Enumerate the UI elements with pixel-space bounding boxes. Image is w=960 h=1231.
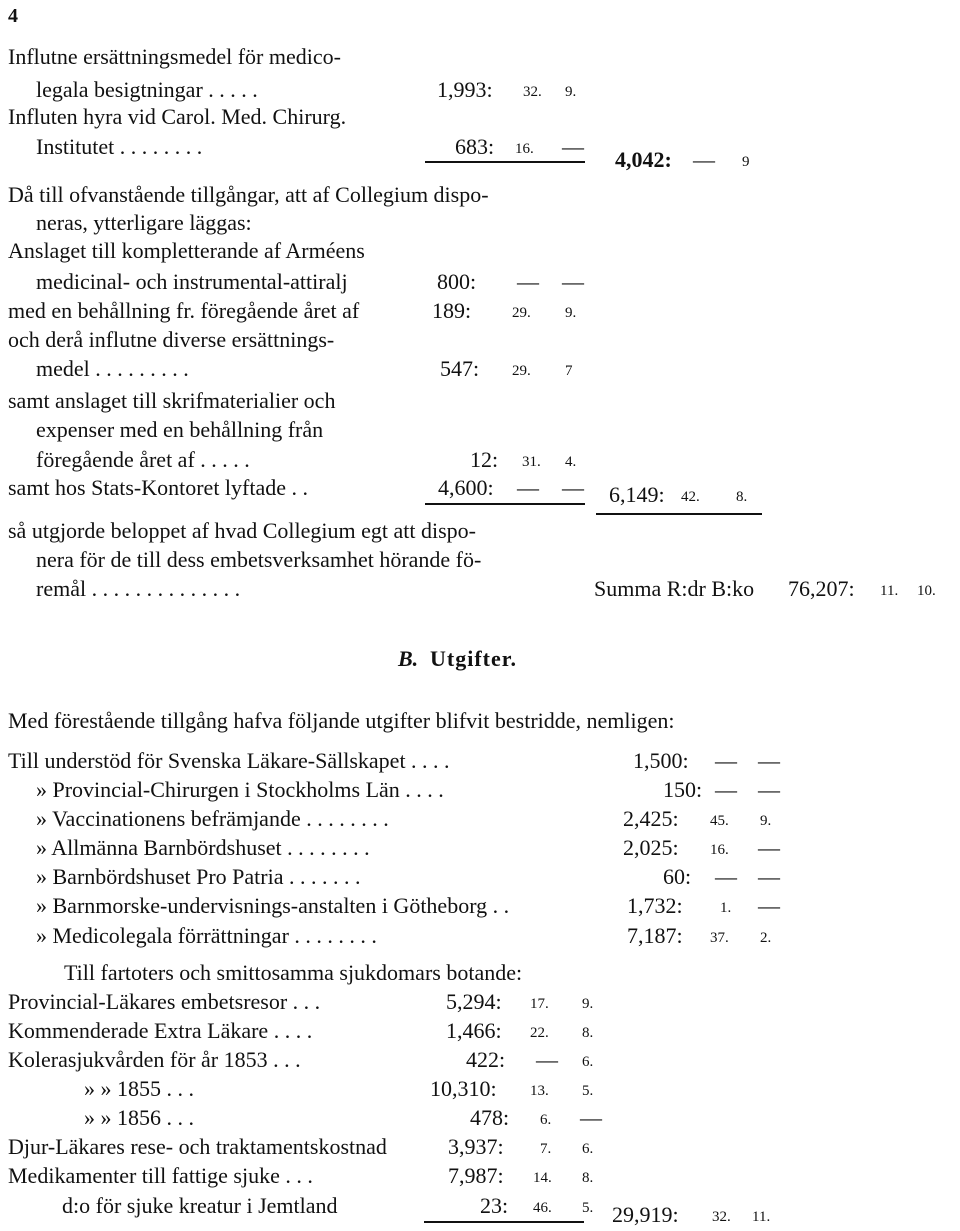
collegium-subtotal-frac: 8.: [736, 489, 748, 505]
grant-line1: Anslaget till kompletterande af Arméens: [8, 238, 365, 263]
receipt-subtotal-ore: —: [693, 147, 715, 172]
sub-expense-amount: 10,310:: [430, 1076, 497, 1101]
sub-expense-ore: 14.: [533, 1170, 552, 1186]
stats-line: samt hos Stats-Kontoret lyftade . .: [8, 475, 309, 500]
summary-line2: nera för de till dess embetsverksamhet hörande fö-: [36, 547, 482, 572]
sub-expense-ore: 7.: [540, 1141, 552, 1157]
stats-ore: —: [517, 475, 539, 500]
balance-line: med en behållning fr. föregående året af: [8, 298, 360, 323]
expense-row-ore: 45.: [710, 813, 729, 829]
receipt-subtotal-frac: 9: [742, 154, 750, 170]
sub-expense-ore: 17.: [530, 996, 549, 1012]
sub-expense-frac: 9.: [582, 996, 594, 1012]
sub-expense-amount: 478:: [470, 1105, 510, 1130]
summa-label: Summa R:dr B:ko: [594, 576, 755, 601]
balance-amount: 189:: [432, 298, 472, 323]
receipt-item2-line2: Institutet . . . . . . . .: [36, 134, 203, 159]
page-number: 4: [8, 5, 18, 27]
balance-frac: 9.: [565, 305, 577, 321]
expense-row-label: » Vaccinationens befrämjande . . . . . . . .: [36, 806, 389, 831]
sub-expense-amount: 7,987:: [448, 1163, 504, 1188]
sub-expense-amount: 422:: [466, 1047, 506, 1072]
expenses-sub-heading: Till fartoters och smittosamma sjukdomars botande:: [64, 960, 523, 985]
collegium-intro-line2: neras, ytterligare läggas:: [36, 210, 252, 235]
sub-expense-frac: 8.: [582, 1025, 594, 1041]
expense-row-ore: —: [715, 748, 737, 773]
receipt-underline: [425, 161, 585, 163]
sub-expense-label: Provincial-Läkares embetsresor . . .: [8, 989, 321, 1014]
expense-row-label: » Medicolegala förrättningar . . . . . . . .: [36, 923, 377, 948]
receipt-item1-line2: legala besigtningar . . . . .: [36, 77, 258, 102]
sub-expense-label: Kommenderade Extra Läkare . . . .: [8, 1018, 313, 1043]
expense-row-amount: 1,500:: [633, 748, 689, 773]
receipt-item1-amount: 1,993:: [437, 77, 493, 102]
sub-expense-frac: —: [580, 1105, 602, 1130]
expense-row-frac: —: [758, 748, 780, 773]
sub-expense-label: Kolerasjukvården för år 1853 . . .: [8, 1047, 301, 1072]
sub-expense-frac: 8.: [582, 1170, 594, 1186]
collegium-underline: [425, 503, 585, 505]
expense-row-label: » Provincial-Chirurgen i Stockholms Län . . . .: [36, 777, 444, 802]
receipt-item2-line1: Influten hyra vid Carol. Med. Chirurg.: [8, 104, 347, 129]
collegium-subtotal-ore: 42.: [681, 489, 700, 505]
misc-line2: medel . . . . . . . . .: [36, 356, 189, 381]
sub-expense-label: Djur-Läkares rese- och traktamentskostnad: [8, 1134, 387, 1159]
summa-amount: 76,207:: [788, 576, 855, 601]
expense-row-amount: 150:: [663, 777, 703, 802]
sub-expense-ore: —: [536, 1047, 558, 1072]
receipt-item2-frac: —: [562, 134, 584, 159]
sub-expense-ore: 46.: [533, 1200, 552, 1216]
sub-expense-ore: 13.: [530, 1083, 549, 1099]
sub-expenses-total-ore: 32.: [712, 1209, 731, 1225]
sub-expense-frac: 5.: [582, 1083, 594, 1099]
sub-expenses-total-frac: 11.: [752, 1209, 771, 1225]
misc-ore: 29.: [512, 363, 531, 379]
receipt-item1-line1: Influtne ersättningsmedel för medico-: [8, 44, 341, 69]
misc-frac: 7: [565, 363, 573, 379]
collegium-subtotal-amount: 6,149:: [609, 482, 665, 507]
balance-ore: 29.: [512, 305, 531, 321]
expense-row-label: » Barnmorske-undervisnings-anstalten i Götheborg . .: [36, 893, 510, 918]
expense-row-label: Till understöd för Svenska Läkare-Sällskapet . . . .: [8, 748, 450, 773]
sub-expense-amount: 1,466:: [446, 1018, 502, 1043]
sub-expense-label: » » 1855 . . .: [84, 1076, 194, 1101]
summary-line3: remål . . . . . . . . . . . . . .: [36, 576, 241, 601]
writing-frac: 4.: [565, 454, 577, 470]
sub-expenses-underline: [424, 1221, 584, 1223]
receipt-item1-ore: 32.: [523, 84, 542, 100]
expense-row-ore: 1.: [720, 900, 732, 916]
misc-amount: 547:: [440, 356, 480, 381]
summary-line1: så utgjorde beloppet af hvad Collegium egt att dispo-: [8, 518, 477, 543]
sub-expense-ore: 6.: [540, 1112, 552, 1128]
receipt-item2-ore: 16.: [515, 141, 534, 157]
sub-expense-amount: 5,294:: [446, 989, 502, 1014]
grant-ore: —: [517, 269, 539, 294]
writing-ore: 31.: [522, 454, 541, 470]
sub-expense-amount: 3,937:: [448, 1134, 504, 1159]
expense-row-amount: 7,187:: [627, 923, 683, 948]
expense-row-ore: —: [715, 864, 737, 889]
summa-frac: 10.: [917, 583, 936, 599]
sub-expense-frac: 6.: [582, 1054, 594, 1070]
collegium-subtotal-underline: [596, 513, 762, 515]
sub-expenses-total-amount: 29,919:: [612, 1202, 679, 1227]
sub-expense-frac: 5.: [582, 1200, 594, 1216]
grant-amount: 800:: [437, 269, 477, 294]
stats-frac: —: [562, 475, 584, 500]
stats-amount: 4,600:: [438, 475, 494, 500]
expense-row-ore: 37.: [710, 930, 729, 946]
writing-amount: 12:: [470, 447, 499, 472]
expense-row-ore: —: [715, 777, 737, 802]
expenses-intro: Med förestående tillgång hafva följande utgifter blifvit bestridde, nemligen:: [8, 708, 675, 733]
sub-expense-ore: 22.: [530, 1025, 549, 1041]
grant-frac: —: [562, 269, 584, 294]
grant-line2: medicinal- och instrumental-attiralj: [36, 269, 348, 294]
summa-ore: 11.: [880, 583, 899, 599]
misc-line1: och derå influtne diverse ersättnings-: [8, 327, 335, 352]
sub-expense-label: Medikamenter till fattige sjuke . . .: [8, 1163, 313, 1188]
receipt-item2-amount: 683:: [455, 134, 495, 159]
expense-row-frac: —: [758, 864, 780, 889]
receipt-item1-frac: 9.: [565, 84, 577, 100]
writing-line2: expenser med en behållning från: [36, 417, 324, 442]
expense-row-label: » Barnbördshuset Pro Patria . . . . . . .: [36, 864, 361, 889]
expense-row-frac: 9.: [760, 813, 772, 829]
expense-row-amount: 2,425:: [623, 806, 679, 831]
sub-expense-label: » » 1856 . . .: [84, 1105, 194, 1130]
expenses-heading: Utgifter.: [430, 646, 517, 671]
expense-row-ore: 16.: [710, 842, 729, 858]
writing-line1: samt anslaget till skrifmaterialier och: [8, 388, 336, 413]
expense-row-frac: —: [758, 777, 780, 802]
sub-expense-amount: 23:: [480, 1193, 509, 1218]
writing-line3: föregående året af . . . . .: [36, 447, 250, 472]
expense-row-amount: 2,025:: [623, 835, 679, 860]
collegium-intro-line1: Då till ofvanstående tillgångar, att af Collegium dispo-: [8, 182, 489, 207]
expense-row-frac: 2.: [760, 930, 772, 946]
expense-row-label: » Allmänna Barnbördshuset . . . . . . . .: [36, 835, 370, 860]
expense-row-amount: 1,732:: [627, 893, 683, 918]
receipt-subtotal-amount: 4,042:: [615, 147, 672, 172]
expense-row-frac: —: [758, 893, 780, 918]
expenses-heading-letter: B.: [398, 646, 419, 671]
sub-expense-label: d:o för sjuke kreatur i Jemtland: [62, 1193, 338, 1218]
expense-row-frac: —: [758, 835, 780, 860]
sub-expense-frac: 6.: [582, 1141, 594, 1157]
expense-row-amount: 60:: [663, 864, 692, 889]
